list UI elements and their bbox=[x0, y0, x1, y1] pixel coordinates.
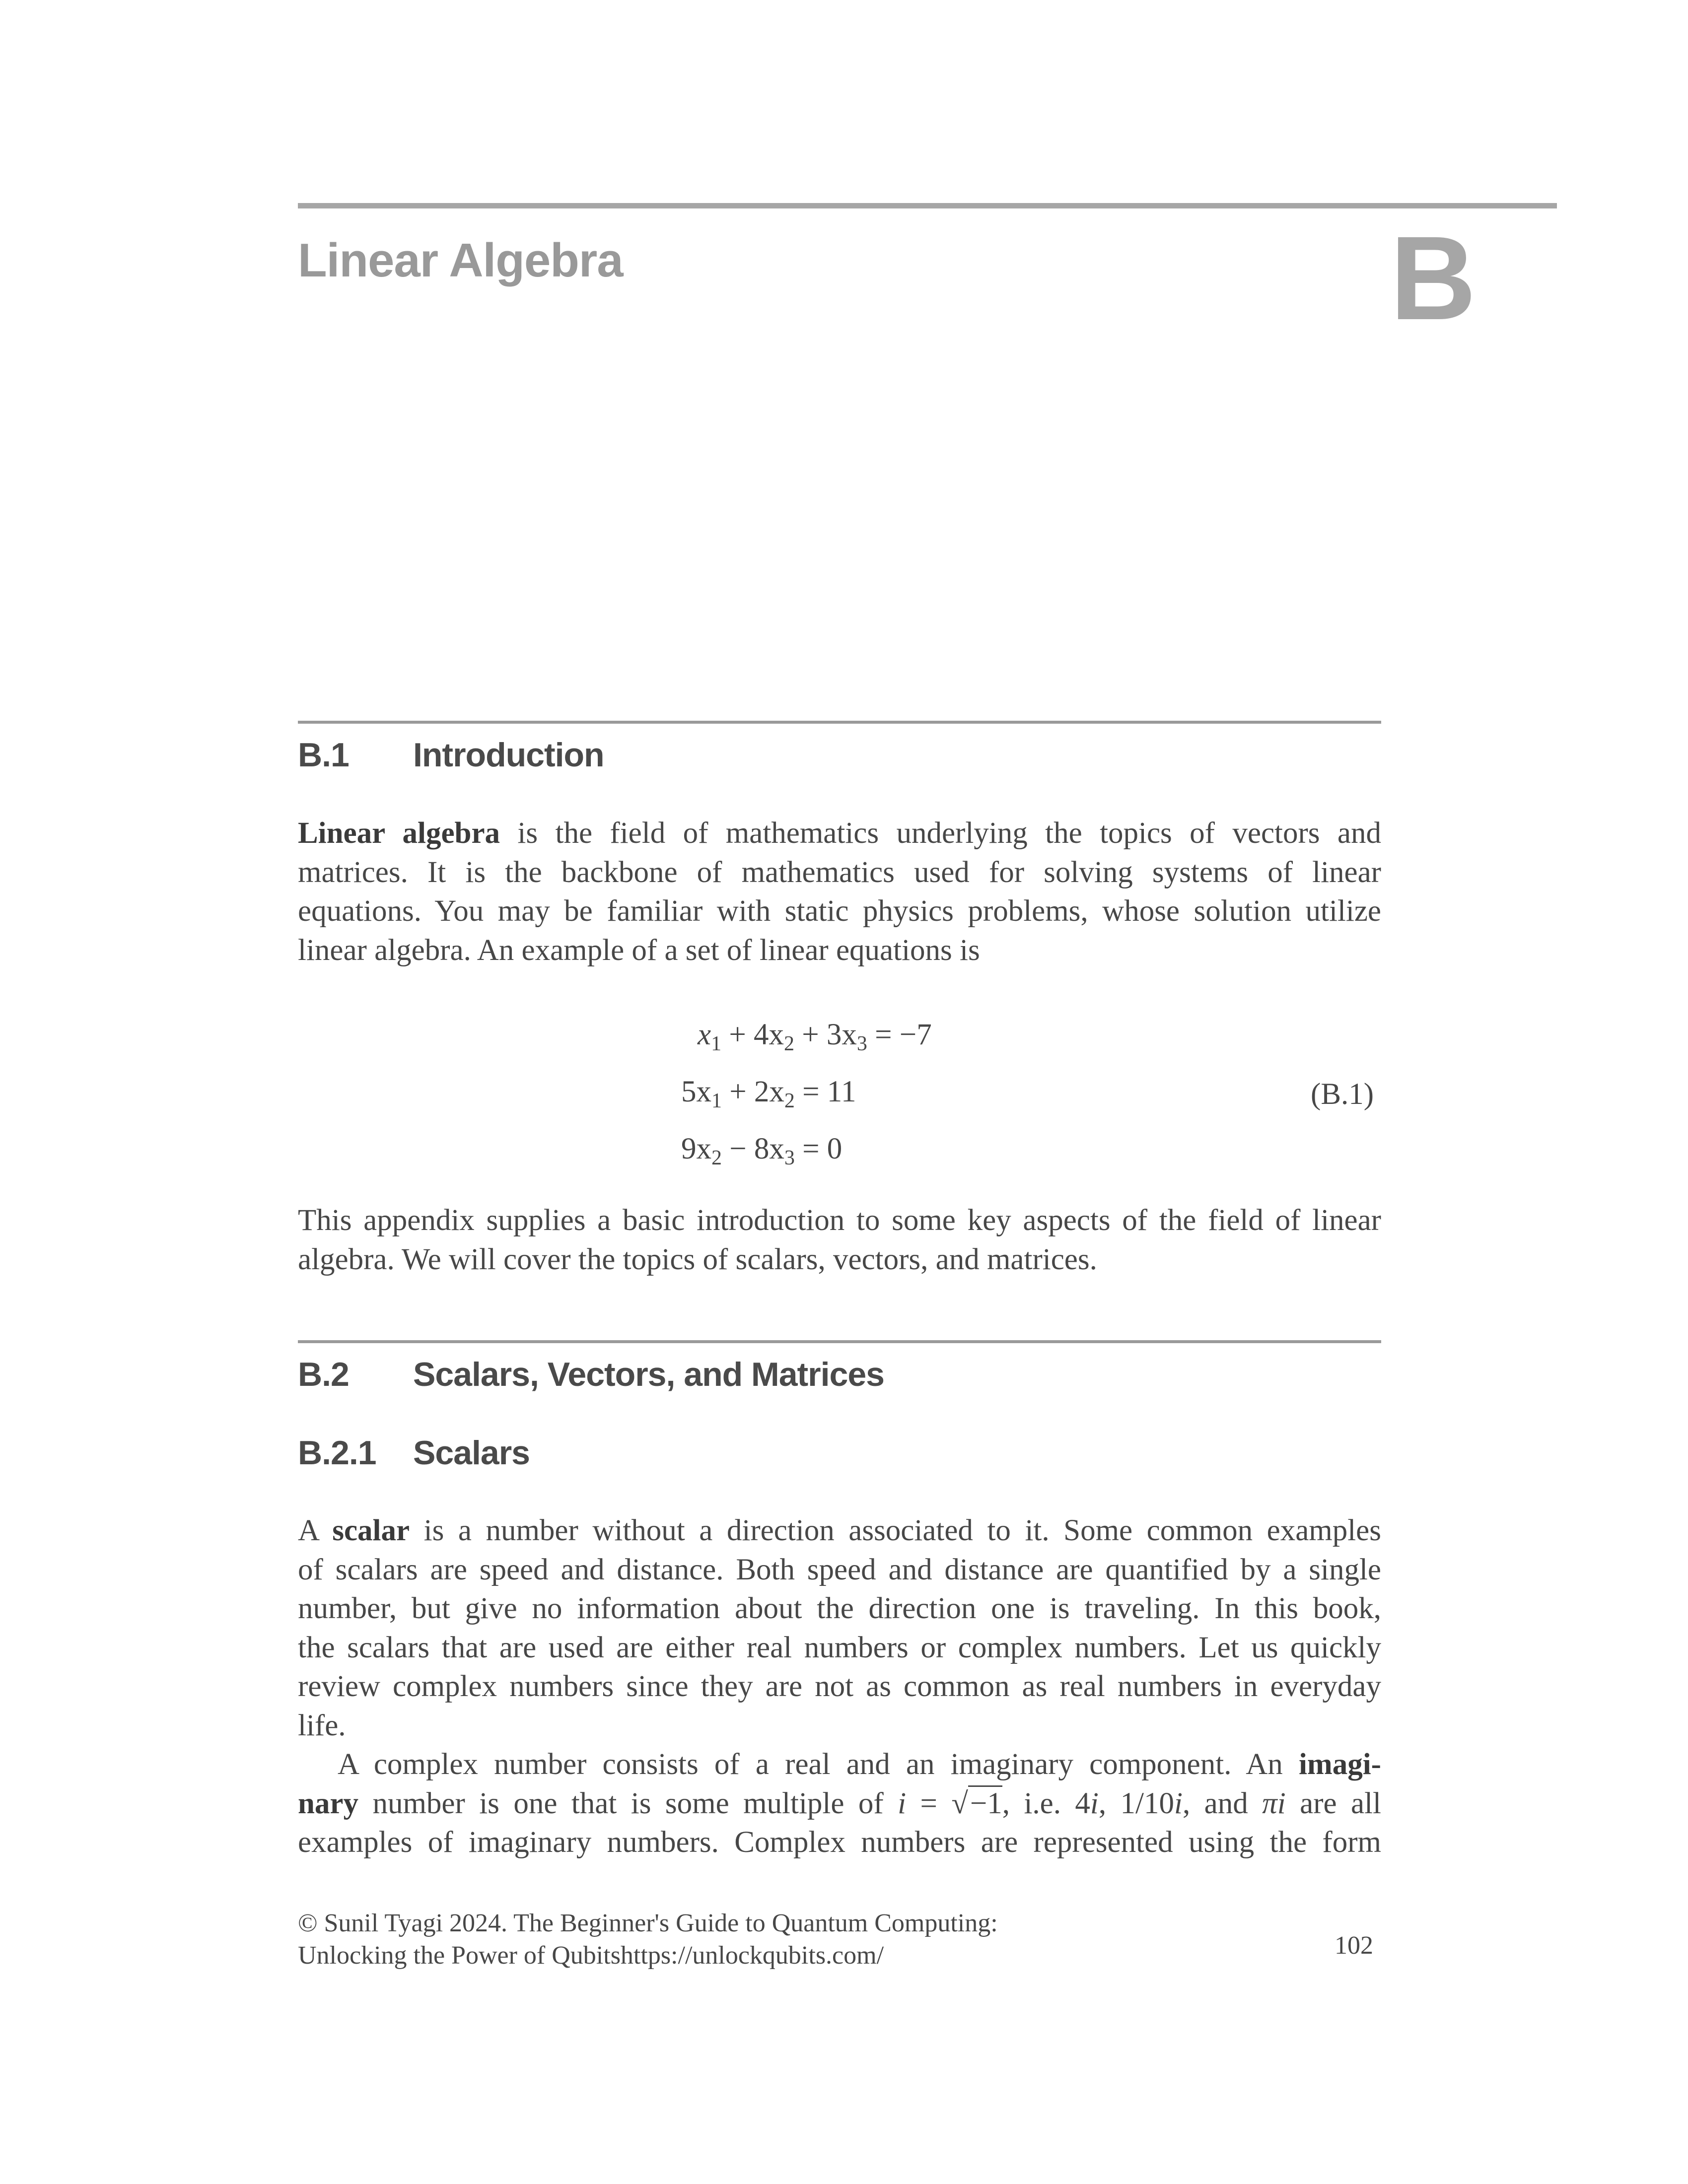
sqrt-expression: √−1 bbox=[951, 1784, 1002, 1824]
text-line bbox=[298, 1511, 1381, 1551]
eq-subscript: 3 bbox=[784, 1147, 795, 1169]
section-number: B.2 bbox=[298, 1356, 349, 1393]
bold-term: Linear algebra bbox=[298, 817, 500, 850]
text-line: life. bbox=[298, 1708, 346, 1742]
eq-term: 9x bbox=[681, 1132, 711, 1165]
text-span: is a number without a direction associated to it. Some common examples bbox=[410, 1514, 1381, 1547]
eq-subscript: 2 bbox=[783, 1032, 794, 1055]
equation-label: (B.1) bbox=[1311, 1078, 1374, 1111]
section-title: Scalars, Vectors, and Matrices bbox=[413, 1356, 884, 1393]
bold-term: nary bbox=[298, 1786, 358, 1820]
text-line: number, but give no information about the direction one is traveling. In this book, bbox=[298, 1592, 1381, 1625]
eq-subscript: 2 bbox=[784, 1090, 795, 1112]
complex-paragraph bbox=[298, 1745, 1381, 1862]
eq-rhs: = −7 bbox=[867, 1018, 932, 1051]
chapter-title: Linear Algebra bbox=[298, 234, 623, 287]
scalars-paragraph bbox=[298, 1511, 1381, 1745]
text-line: This appendix supplies a basic introduction to some key aspects of the field of linear bbox=[298, 1204, 1381, 1237]
text-line: matrices. It is the backbone of mathematics used for solving systems of linear bbox=[298, 855, 1381, 889]
subsection-heading-scalars bbox=[298, 1433, 530, 1472]
eq-subscript: 2 bbox=[711, 1147, 722, 1169]
text-line: linear algebra. An example of a set of linear equations is bbox=[298, 933, 980, 967]
intro-paragraph bbox=[298, 814, 1381, 970]
page-number: 102 bbox=[1335, 1931, 1373, 1960]
eq-term: + 3x bbox=[794, 1018, 857, 1051]
text-line: algebra. We will cover the topics of scalars, vectors, and matrices. bbox=[298, 1242, 1097, 1276]
text-span: number is one that is some multiple of bbox=[358, 1786, 898, 1820]
footer-copyright-line-2: Unlocking the Power of Qubitshttps://unlockqubits.com/ bbox=[298, 1941, 884, 1970]
equation-line-1 bbox=[698, 1018, 932, 1055]
text-line: the scalars that are used are either real numbers or complex numbers. Let us quickly bbox=[298, 1631, 1381, 1664]
eq-subscript: 3 bbox=[856, 1032, 867, 1055]
text-line bbox=[298, 814, 1381, 853]
chapter-rule bbox=[298, 203, 1557, 208]
text-line bbox=[298, 1784, 1381, 1824]
section-heading-scalars-vectors-matrices bbox=[298, 1355, 884, 1394]
text-span: , 1/10 bbox=[1098, 1786, 1174, 1820]
text-span: , i.e. 4 bbox=[1002, 1786, 1090, 1820]
text-line: review complex numbers since they are not as common as real numbers in everyday bbox=[298, 1670, 1381, 1703]
eq-term: 5x bbox=[681, 1075, 711, 1108]
bold-term: scalar bbox=[332, 1514, 410, 1547]
eq-term: − 8x bbox=[722, 1132, 784, 1165]
text-span: A bbox=[298, 1514, 333, 1547]
text-span: , and bbox=[1182, 1786, 1263, 1820]
eq-subscript: 1 bbox=[711, 1090, 722, 1112]
text-span: = bbox=[906, 1786, 952, 1820]
text-line bbox=[298, 1745, 1381, 1784]
math-i: i bbox=[898, 1786, 907, 1820]
eq-term: + 2x bbox=[722, 1075, 784, 1108]
subsection-title: Scalars bbox=[413, 1434, 530, 1472]
math-pi-i: πi bbox=[1262, 1786, 1286, 1820]
subsection-number: B.2.1 bbox=[298, 1434, 376, 1472]
section-rule bbox=[298, 1340, 1381, 1343]
section-heading-introduction bbox=[298, 736, 604, 774]
math-i: i bbox=[1090, 1786, 1099, 1820]
equation-line-2 bbox=[681, 1075, 856, 1112]
eq-subscript: 1 bbox=[711, 1032, 722, 1055]
eq-term: + 4x bbox=[721, 1018, 784, 1051]
bold-term: imagi- bbox=[1298, 1748, 1381, 1781]
footer-copyright-line-1: © Sunil Tyagi 2024. The Beginner's Guide to Quantum Computing: bbox=[298, 1909, 998, 1937]
text-span: are all bbox=[1285, 1786, 1382, 1820]
eq-term: x bbox=[698, 1018, 711, 1051]
section-title: Introduction bbox=[413, 736, 604, 774]
text-line: examples of imaginary numbers. Complex numbers are represented using the form bbox=[298, 1826, 1381, 1859]
text-span: is the field of mathematics underlying the topics of vectors and bbox=[500, 817, 1381, 850]
text-span: A complex number consists of a real and an imaginary component. An bbox=[338, 1748, 1299, 1781]
chapter-letter: B bbox=[1390, 211, 1477, 344]
section-rule bbox=[298, 721, 1381, 724]
appendix-paragraph bbox=[298, 1201, 1381, 1279]
math-i: i bbox=[1174, 1786, 1183, 1820]
section-number: B.1 bbox=[298, 736, 349, 774]
text-line: of scalars are speed and distance. Both speed and distance are quantified by a single bbox=[298, 1553, 1381, 1586]
radicand: −1 bbox=[968, 1785, 1002, 1820]
eq-rhs: = 0 bbox=[794, 1132, 843, 1165]
text-line: equations. You may be familiar with static physics problems, whose solution utilize bbox=[298, 894, 1381, 928]
eq-rhs: = 11 bbox=[794, 1075, 856, 1108]
equation-line-3 bbox=[681, 1132, 843, 1169]
